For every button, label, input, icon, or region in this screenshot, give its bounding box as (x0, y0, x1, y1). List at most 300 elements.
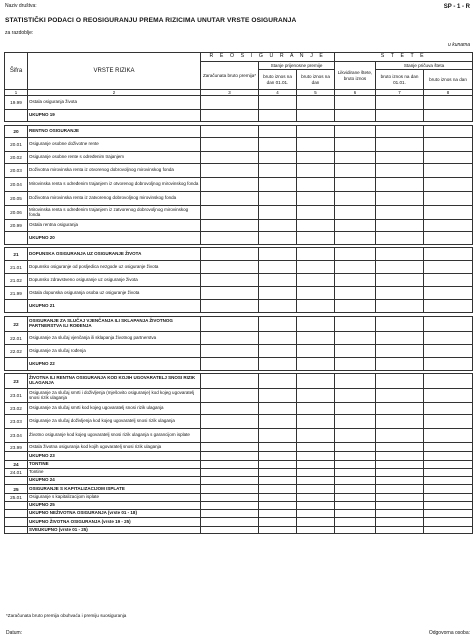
value-cell[interactable] (424, 261, 473, 274)
value-cell[interactable] (335, 274, 376, 287)
value-cell[interactable] (424, 477, 473, 485)
value-cell[interactable] (297, 220, 335, 232)
value-cell[interactable] (259, 152, 297, 164)
value-cell[interactable] (297, 461, 335, 469)
value-cell[interactable] (259, 485, 297, 494)
row-code (5, 232, 28, 245)
col-bruto-dan-stete: bruto iznos na dan (424, 70, 473, 90)
table-row (5, 452, 473, 461)
value-cell[interactable] (201, 152, 259, 164)
value-cell[interactable] (335, 232, 376, 245)
row-label: Tontine (28, 469, 201, 477)
col-likvidirane-stete: Likvidirane štete, bruto iznos (335, 62, 376, 90)
value-cell[interactable] (201, 110, 259, 122)
value-cell[interactable] (424, 469, 473, 477)
value-cell[interactable] (297, 429, 335, 443)
value-cell[interactable] (297, 248, 335, 261)
value-cell[interactable] (376, 358, 424, 371)
value-cell[interactable] (376, 469, 424, 477)
table-row (5, 300, 473, 313)
value-cell[interactable] (201, 389, 259, 403)
row-code: 20.02 (5, 152, 28, 164)
value-cell[interactable] (376, 518, 424, 527)
value-cell[interactable] (424, 220, 473, 232)
col-bruto-0101-stete: bruto iznos na dan 01.01. (376, 70, 424, 90)
value-cell[interactable] (259, 374, 297, 389)
value-cell[interactable] (201, 126, 259, 138)
row-code: 23.04 (5, 429, 28, 443)
value-cell[interactable] (376, 287, 424, 300)
value-cell[interactable] (424, 248, 473, 261)
row-label: TONTINE (28, 461, 201, 469)
value-cell[interactable] (259, 287, 297, 300)
value-cell[interactable] (335, 477, 376, 485)
value-cell[interactable] (259, 96, 297, 110)
value-cell[interactable] (335, 138, 376, 152)
row-label: Osiguranje osobne doživotne rente (28, 138, 201, 152)
value-cell[interactable] (201, 317, 259, 332)
table-row (5, 389, 473, 403)
table-row (5, 461, 473, 469)
value-cell[interactable] (201, 206, 259, 220)
row-label: RENTNO OSIGURANJE (28, 126, 201, 138)
row-code (5, 518, 28, 527)
col-number: 5 (297, 90, 335, 96)
value-cell[interactable] (335, 164, 376, 178)
company-label: Naziv društva: (5, 3, 37, 9)
table-row (5, 374, 473, 389)
value-cell[interactable] (297, 126, 335, 138)
value-cell[interactable] (424, 403, 473, 415)
table-row (5, 110, 473, 122)
value-cell[interactable] (201, 415, 259, 429)
value-cell[interactable] (259, 206, 297, 220)
table-row (5, 138, 473, 152)
row-code: 21.99 (5, 287, 28, 300)
table-row (5, 518, 473, 527)
value-cell[interactable] (335, 110, 376, 122)
value-cell[interactable] (424, 317, 473, 332)
value-cell[interactable] (259, 317, 297, 332)
value-cell[interactable] (376, 494, 424, 502)
value-cell[interactable] (201, 220, 259, 232)
value-cell[interactable] (376, 232, 424, 245)
row-code (5, 452, 28, 461)
value-cell[interactable] (424, 110, 473, 122)
row-code (5, 110, 28, 122)
value-cell[interactable] (259, 274, 297, 287)
value-cell[interactable] (335, 461, 376, 469)
value-cell[interactable] (424, 494, 473, 502)
value-cell[interactable] (376, 300, 424, 313)
value-cell[interactable] (297, 403, 335, 415)
value-cell[interactable] (424, 192, 473, 206)
row-code: 25.01 (5, 494, 28, 502)
value-cell[interactable] (424, 232, 473, 245)
row-label: Osiguranje s kapitalizacijom isplate (28, 494, 201, 502)
value-cell[interactable] (259, 232, 297, 245)
value-cell[interactable] (376, 429, 424, 443)
value-cell[interactable] (376, 345, 424, 358)
value-cell[interactable] (376, 527, 424, 534)
value-cell[interactable] (259, 300, 297, 313)
row-label: Osiguranje za slučaj vjenčanja ili sklapanja životnog partnerstva (28, 332, 201, 345)
table-row (5, 164, 473, 178)
table-row (5, 220, 473, 232)
value-cell[interactable] (376, 403, 424, 415)
value-cell[interactable] (335, 126, 376, 138)
value-cell[interactable] (376, 485, 424, 494)
value-cell[interactable] (201, 261, 259, 274)
table-row (5, 345, 473, 358)
value-cell[interactable] (335, 469, 376, 477)
value-cell[interactable] (259, 358, 297, 371)
value-cell[interactable] (297, 345, 335, 358)
value-cell[interactable] (424, 274, 473, 287)
value-cell[interactable] (201, 248, 259, 261)
table-row (5, 206, 473, 220)
value-cell[interactable] (297, 469, 335, 477)
value-cell[interactable] (424, 485, 473, 494)
value-cell[interactable] (297, 152, 335, 164)
value-cell[interactable] (201, 232, 259, 245)
value-cell[interactable] (201, 477, 259, 485)
value-cell[interactable] (424, 429, 473, 443)
value-cell[interactable] (335, 345, 376, 358)
value-cell[interactable] (424, 502, 473, 510)
value-cell[interactable] (259, 469, 297, 477)
value-cell[interactable] (259, 403, 297, 415)
col-number: 1 (5, 90, 28, 96)
value-cell[interactable] (424, 178, 473, 192)
value-cell[interactable] (297, 164, 335, 178)
value-cell[interactable] (335, 494, 376, 502)
value-cell[interactable] (259, 389, 297, 403)
row-label: UKUPNO 23 (28, 452, 201, 461)
value-cell[interactable] (297, 206, 335, 220)
value-cell[interactable] (297, 332, 335, 345)
value-cell[interactable] (424, 358, 473, 371)
row-code: 20.04 (5, 178, 28, 192)
value-cell[interactable] (376, 374, 424, 389)
value-cell[interactable] (259, 332, 297, 345)
value-cell[interactable] (335, 389, 376, 403)
value-cell[interactable] (376, 502, 424, 510)
value-cell[interactable] (259, 443, 297, 452)
value-cell[interactable] (201, 374, 259, 389)
value-cell[interactable] (376, 452, 424, 461)
value-cell[interactable] (259, 164, 297, 178)
value-cell[interactable] (335, 96, 376, 110)
value-cell[interactable] (201, 510, 259, 518)
value-cell[interactable] (335, 248, 376, 261)
value-cell[interactable] (201, 502, 259, 510)
value-cell[interactable] (335, 429, 376, 443)
value-cell[interactable] (335, 452, 376, 461)
value-cell[interactable] (297, 452, 335, 461)
form-code: SP - 1 - R (443, 4, 470, 10)
value-cell[interactable] (201, 287, 259, 300)
row-label: UKUPNO 19 (28, 110, 201, 122)
value-cell[interactable] (424, 152, 473, 164)
value-cell[interactable] (424, 443, 473, 452)
value-cell[interactable] (259, 461, 297, 469)
row-label: Osiguranje osobne rente s određenim trajanjem (28, 152, 201, 164)
table-row (5, 126, 473, 138)
row-code: 23.01 (5, 389, 28, 403)
row-code: 23.02 (5, 403, 28, 415)
row-label: Mirovinska renta s određenim trajanjem iz zatvorenog dobrovoljnog mirovinskog fonda (28, 206, 201, 220)
value-cell[interactable] (424, 415, 473, 429)
value-cell[interactable] (376, 510, 424, 518)
value-cell[interactable] (376, 96, 424, 110)
value-cell[interactable] (259, 345, 297, 358)
footnote: *Zaračunata bruto premija obuhvaća i premiju suosiguranja (6, 613, 127, 618)
value-cell[interactable] (297, 374, 335, 389)
col-number: 8 (424, 90, 473, 96)
row-label: Osiguranje za slučaj smrti i doživljenja (mješovito osiguranje) kod kojeg ugovaratelj snosi rizik ulaganja (28, 389, 201, 403)
value-cell[interactable] (376, 220, 424, 232)
value-cell[interactable] (201, 164, 259, 178)
value-cell[interactable] (201, 527, 259, 534)
value-cell[interactable] (201, 300, 259, 313)
value-cell[interactable] (335, 300, 376, 313)
value-cell[interactable] (201, 274, 259, 287)
value-cell[interactable] (201, 345, 259, 358)
value-cell[interactable] (259, 510, 297, 518)
value-cell[interactable] (376, 317, 424, 332)
value-cell[interactable] (259, 248, 297, 261)
value-cell[interactable] (297, 502, 335, 510)
row-label: Ostala rentna osiguranja (28, 220, 201, 232)
value-cell[interactable] (335, 510, 376, 518)
table-row (5, 443, 473, 452)
value-cell[interactable] (259, 261, 297, 274)
value-cell[interactable] (335, 502, 376, 510)
value-cell[interactable] (297, 274, 335, 287)
value-cell[interactable] (335, 317, 376, 332)
value-cell[interactable] (335, 152, 376, 164)
value-cell[interactable] (297, 96, 335, 110)
value-cell[interactable] (424, 164, 473, 178)
value-cell[interactable] (297, 261, 335, 274)
table-row (5, 192, 473, 206)
value-cell[interactable] (335, 374, 376, 389)
value-cell[interactable] (376, 389, 424, 403)
value-cell[interactable] (259, 192, 297, 206)
value-cell[interactable] (201, 469, 259, 477)
row-label: Dopunsko osiguranje od posljedica nezgode uz osiguranje života (28, 261, 201, 274)
value-cell[interactable] (201, 192, 259, 206)
value-cell[interactable] (297, 110, 335, 122)
value-cell[interactable] (259, 178, 297, 192)
value-cell[interactable] (424, 345, 473, 358)
value-cell[interactable] (297, 485, 335, 494)
value-cell[interactable] (297, 287, 335, 300)
row-label: Ostala životna osiguranja kod kojih ugovaratelj snosi rizik ulaganja (28, 443, 201, 452)
value-cell[interactable] (201, 178, 259, 192)
value-cell[interactable] (376, 164, 424, 178)
value-cell[interactable] (201, 332, 259, 345)
row-code: 21 (5, 248, 28, 261)
row-label: UKUPNO 21 (28, 300, 201, 313)
value-cell[interactable] (297, 358, 335, 371)
value-cell[interactable] (259, 527, 297, 534)
value-cell[interactable] (424, 138, 473, 152)
value-cell[interactable] (376, 461, 424, 469)
row-code: 20.99 (5, 220, 28, 232)
value-cell[interactable] (376, 138, 424, 152)
row-code: 20 (5, 126, 28, 138)
value-cell[interactable] (335, 261, 376, 274)
row-code: 23 (5, 374, 28, 389)
value-cell[interactable] (424, 374, 473, 389)
col-number: 6 (335, 90, 376, 96)
row-label: Životno osiguranje kod kojeg ugovaratelj snosi rizik ulaganja s garancijom isplate (28, 429, 201, 443)
value-cell[interactable] (335, 403, 376, 415)
value-cell[interactable] (297, 192, 335, 206)
value-cell[interactable] (376, 274, 424, 287)
value-cell[interactable] (297, 527, 335, 534)
value-cell[interactable] (424, 287, 473, 300)
value-cell[interactable] (424, 527, 473, 534)
col-stete: Š T E T E (335, 53, 473, 62)
value-cell[interactable] (424, 96, 473, 110)
value-cell[interactable] (335, 358, 376, 371)
value-cell[interactable] (201, 452, 259, 461)
value-cell[interactable] (376, 248, 424, 261)
row-code: 23.03 (5, 415, 28, 429)
table-row (5, 274, 473, 287)
value-cell[interactable] (335, 527, 376, 534)
value-cell[interactable] (376, 261, 424, 274)
value-cell[interactable] (335, 287, 376, 300)
value-cell[interactable] (259, 126, 297, 138)
period-label: za razdoblje: (5, 30, 34, 36)
table-row (5, 494, 473, 502)
row-code: 22.02 (5, 345, 28, 358)
value-cell[interactable] (297, 510, 335, 518)
col-bruto-dan: bruto iznos na dan (297, 70, 335, 90)
value-cell[interactable] (297, 138, 335, 152)
value-cell[interactable] (259, 494, 297, 502)
value-cell[interactable] (424, 206, 473, 220)
row-label: Dopunsko zdravstveno osiguranje uz osiguranje života (28, 274, 201, 287)
value-cell[interactable] (376, 152, 424, 164)
value-cell[interactable] (424, 332, 473, 345)
value-cell[interactable] (259, 518, 297, 527)
value-cell[interactable] (335, 178, 376, 192)
value-cell[interactable] (376, 178, 424, 192)
value-cell[interactable] (201, 138, 259, 152)
value-cell[interactable] (376, 192, 424, 206)
value-cell[interactable] (424, 510, 473, 518)
value-cell[interactable] (259, 429, 297, 443)
value-cell[interactable] (201, 518, 259, 527)
value-cell[interactable] (335, 518, 376, 527)
value-cell[interactable] (335, 192, 376, 206)
value-cell[interactable] (297, 518, 335, 527)
table-row (5, 403, 473, 415)
row-code: 21.01 (5, 261, 28, 274)
value-cell[interactable] (201, 429, 259, 443)
value-cell[interactable] (259, 502, 297, 510)
value-cell[interactable] (297, 300, 335, 313)
value-cell[interactable] (297, 178, 335, 192)
row-code: 21.02 (5, 274, 28, 287)
value-cell[interactable] (297, 443, 335, 452)
value-cell[interactable] (297, 415, 335, 429)
value-cell[interactable] (259, 138, 297, 152)
value-cell[interactable] (297, 232, 335, 245)
value-cell[interactable] (424, 461, 473, 469)
value-cell[interactable] (201, 461, 259, 469)
row-label: Osiguranje za slučaj smrti kod kojeg ugovaratelj snosi rizik ulaganja (28, 403, 201, 415)
value-cell[interactable] (201, 443, 259, 452)
currency-unit: u kunama (448, 42, 470, 48)
table-row (5, 287, 473, 300)
value-cell[interactable] (201, 494, 259, 502)
value-cell[interactable] (335, 485, 376, 494)
row-label: DOPUNSKA OSIGURANJA UZ OSIGURANJE ŽIVOTA (28, 248, 201, 261)
value-cell[interactable] (259, 477, 297, 485)
value-cell[interactable] (297, 389, 335, 403)
value-cell[interactable] (335, 220, 376, 232)
value-cell[interactable] (424, 452, 473, 461)
row-label: UKUPNO 24 (28, 477, 201, 485)
value-cell[interactable] (376, 477, 424, 485)
row-label: UKUPNO 25 (28, 502, 201, 510)
table-row (5, 485, 473, 494)
value-cell[interactable] (297, 494, 335, 502)
value-cell[interactable] (201, 358, 259, 371)
value-cell[interactable] (297, 477, 335, 485)
value-cell[interactable] (424, 300, 473, 313)
value-cell[interactable] (201, 485, 259, 494)
value-cell[interactable] (376, 126, 424, 138)
value-cell[interactable] (376, 332, 424, 345)
row-label: Osiguranje za slučaj doživljenja kod kojeg ugovaratelj snosi rizik ulaganja (28, 415, 201, 429)
table-row (5, 178, 473, 192)
value-cell[interactable] (335, 332, 376, 345)
value-cell[interactable] (259, 452, 297, 461)
value-cell[interactable] (259, 415, 297, 429)
value-cell[interactable] (201, 96, 259, 110)
value-cell[interactable] (424, 389, 473, 403)
table-row (5, 469, 473, 477)
table-row (5, 152, 473, 164)
value-cell[interactable] (335, 415, 376, 429)
statistics-table (4, 52, 473, 534)
value-cell[interactable] (297, 317, 335, 332)
value-cell[interactable] (259, 220, 297, 232)
page-title: STATISTIČKI PODACI O REOSIGURANJU PREMA RIZICIMA UNUTAR VRSTE OSIGURANJA (5, 17, 297, 24)
table-row (5, 248, 473, 261)
value-cell[interactable] (424, 126, 473, 138)
value-cell[interactable] (376, 415, 424, 429)
col-zaracunata-premija: Zaračunata bruto premija* (201, 62, 259, 90)
value-cell[interactable] (335, 443, 376, 452)
value-cell[interactable] (376, 443, 424, 452)
value-cell[interactable] (335, 206, 376, 220)
value-cell[interactable] (201, 403, 259, 415)
value-cell[interactable] (424, 518, 473, 527)
value-cell[interactable] (259, 110, 297, 122)
col-vrste-rizika: VRSTE RIZIKA (28, 53, 201, 90)
value-cell[interactable] (376, 206, 424, 220)
value-cell[interactable] (376, 110, 424, 122)
date-label: Datum: (6, 630, 23, 636)
